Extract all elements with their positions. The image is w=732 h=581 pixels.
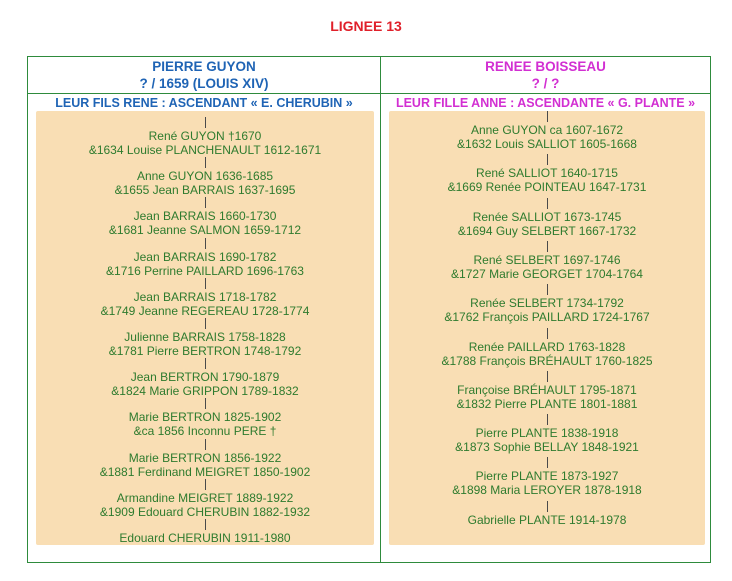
lineage-connector — [205, 519, 206, 530]
lineage-connector — [205, 479, 206, 490]
lineage-connector — [205, 117, 206, 128]
lineage-connector — [205, 238, 206, 249]
descendant-name: Jean BERTRON 1790-1879 — [130, 370, 280, 385]
lineage-connector — [205, 197, 206, 208]
marriage-line: &1749 Jeanne REGEREAU 1728-1774 — [100, 303, 310, 318]
descendant-name: René SALLIOT 1640-1715 — [476, 166, 618, 181]
left-lineage-panel — [36, 111, 374, 545]
descendant-name: Renée SELBERT 1734-1792 — [470, 296, 624, 311]
marriage-line: &1727 Marie GEORGET 1704-1764 — [451, 266, 643, 281]
descendant-name: Pierre PLANTE 1873-1927 — [475, 469, 619, 484]
marriage-line: &1632 Louis SALLIOT 1605-1668 — [457, 137, 637, 151]
marriage-line: &1762 François PAILLARD 1724-1767 — [444, 310, 650, 325]
marriage-line: &1898 Maria LEROYER 1878-1918 — [452, 483, 642, 498]
lineage-connector — [547, 371, 548, 382]
left-descent-subtitle: LEUR FILS RENE : ASCENDANT « E. CHERUBIN » — [55, 96, 353, 110]
marriage-line: &1909 Edouard CHERUBIN 1882-1932 — [99, 504, 311, 519]
descendant-name: Jean BARRAIS 1660-1730 — [133, 209, 277, 224]
page-title: LIGNEE 13 — [330, 18, 402, 34]
descendant-name: René SELBERT 1697-1746 — [473, 252, 621, 267]
descendant-name: Anne GUYON 1636-1685 — [136, 169, 274, 184]
lineage-connector — [547, 154, 548, 165]
lineage-connector — [205, 278, 206, 289]
header-divider — [27, 93, 711, 94]
descendant-name: Marie BERTRON 1856-1922 — [128, 450, 282, 465]
right-ancestor-name: RENEE BOISSEAU — [485, 59, 606, 74]
lineage-connector — [547, 284, 548, 295]
descendant-name: René GUYON †1670 — [148, 129, 262, 143]
descendant-name: Julienne BARRAIS 1758-1828 — [124, 330, 286, 344]
descendant-name: Jean BARRAIS 1690-1782 — [133, 249, 277, 264]
descendant-name: Renée SALLIOT 1673-1745 — [472, 209, 622, 224]
right-ancestor-dates: ? / ? — [531, 76, 560, 91]
marriage-line: &1832 Pierre PLANTE 1801-1881 — [456, 396, 638, 411]
descendant-name: Armandine MEIGRET 1889-1922 — [116, 490, 294, 505]
marriage-line: &ca 1856 Inconnu PERE † — [133, 424, 277, 439]
left-ancestor-header — [28, 58, 380, 92]
lineage-connector — [547, 414, 548, 425]
marriage-line: &1881 Ferdinand MEIGRET 1850-1902 — [99, 464, 311, 479]
lineage-connector — [547, 198, 548, 209]
descendant-name: Pierre PLANTE 1838-1918 — [475, 426, 619, 441]
marriage-line: &1669 Renée POINTEAU 1647-1731 — [447, 180, 647, 195]
descendant-name: Edouard CHERUBIN 1911-1980 — [119, 531, 291, 545]
marriage-line: &1655 Jean BARRAIS 1637-1695 — [114, 183, 296, 198]
column-divider — [380, 56, 381, 563]
left-ancestor-name: PIERRE GUYON — [152, 59, 256, 74]
marriage-line: &1873 Sophie BELLAY 1848-1921 — [455, 440, 639, 455]
lineage-connector — [205, 318, 206, 329]
lineage-connector — [547, 241, 548, 252]
marriage-line: &1781 Pierre BERTRON 1748-1792 — [108, 344, 302, 358]
lineage-connector — [205, 358, 206, 369]
right-descent-subtitle: LEUR FILLE ANNE : ASCENDANTE « G. PLANTE » — [395, 96, 696, 110]
descendant-name: Renée PAILLARD 1763-1828 — [468, 339, 626, 354]
lineage-connector — [547, 501, 548, 512]
marriage-line: &1824 Marie GRIPPON 1789-1832 — [111, 384, 299, 399]
marriage-line: &1634 Louise PLANCHENAULT 1612-1671 — [88, 143, 322, 157]
lineage-connector — [547, 328, 548, 339]
marriage-line: &1788 François BRÉHAULT 1760-1825 — [441, 353, 653, 368]
right-lineage-panel — [389, 111, 705, 545]
left-ancestor-dates: ? / 1659 (LOUIS XIV) — [139, 76, 269, 91]
descendant-name: Anne GUYON ca 1607-1672 — [470, 123, 624, 137]
descendant-name: Gabrielle PLANTE 1914-1978 — [467, 512, 627, 527]
descendant-name: Françoise BRÉHAULT 1795-1871 — [457, 382, 637, 397]
lineage-connector — [547, 111, 548, 122]
marriage-line: &1694 Guy SELBERT 1667-1732 — [457, 223, 637, 238]
descendant-name: Jean BARRAIS 1718-1782 — [133, 289, 277, 304]
marriage-line: &1681 Jeanne SALMON 1659-1712 — [108, 223, 302, 238]
lineage-connector — [547, 457, 548, 468]
lineage-connector — [205, 439, 206, 450]
lineage-connector — [205, 398, 206, 409]
marriage-line: &1716 Perrine PAILLARD 1696-1763 — [106, 263, 304, 278]
lineage-connector — [205, 157, 206, 168]
descendant-name: Marie BERTRON 1825-1902 — [128, 410, 282, 425]
right-ancestor-header — [381, 58, 710, 92]
